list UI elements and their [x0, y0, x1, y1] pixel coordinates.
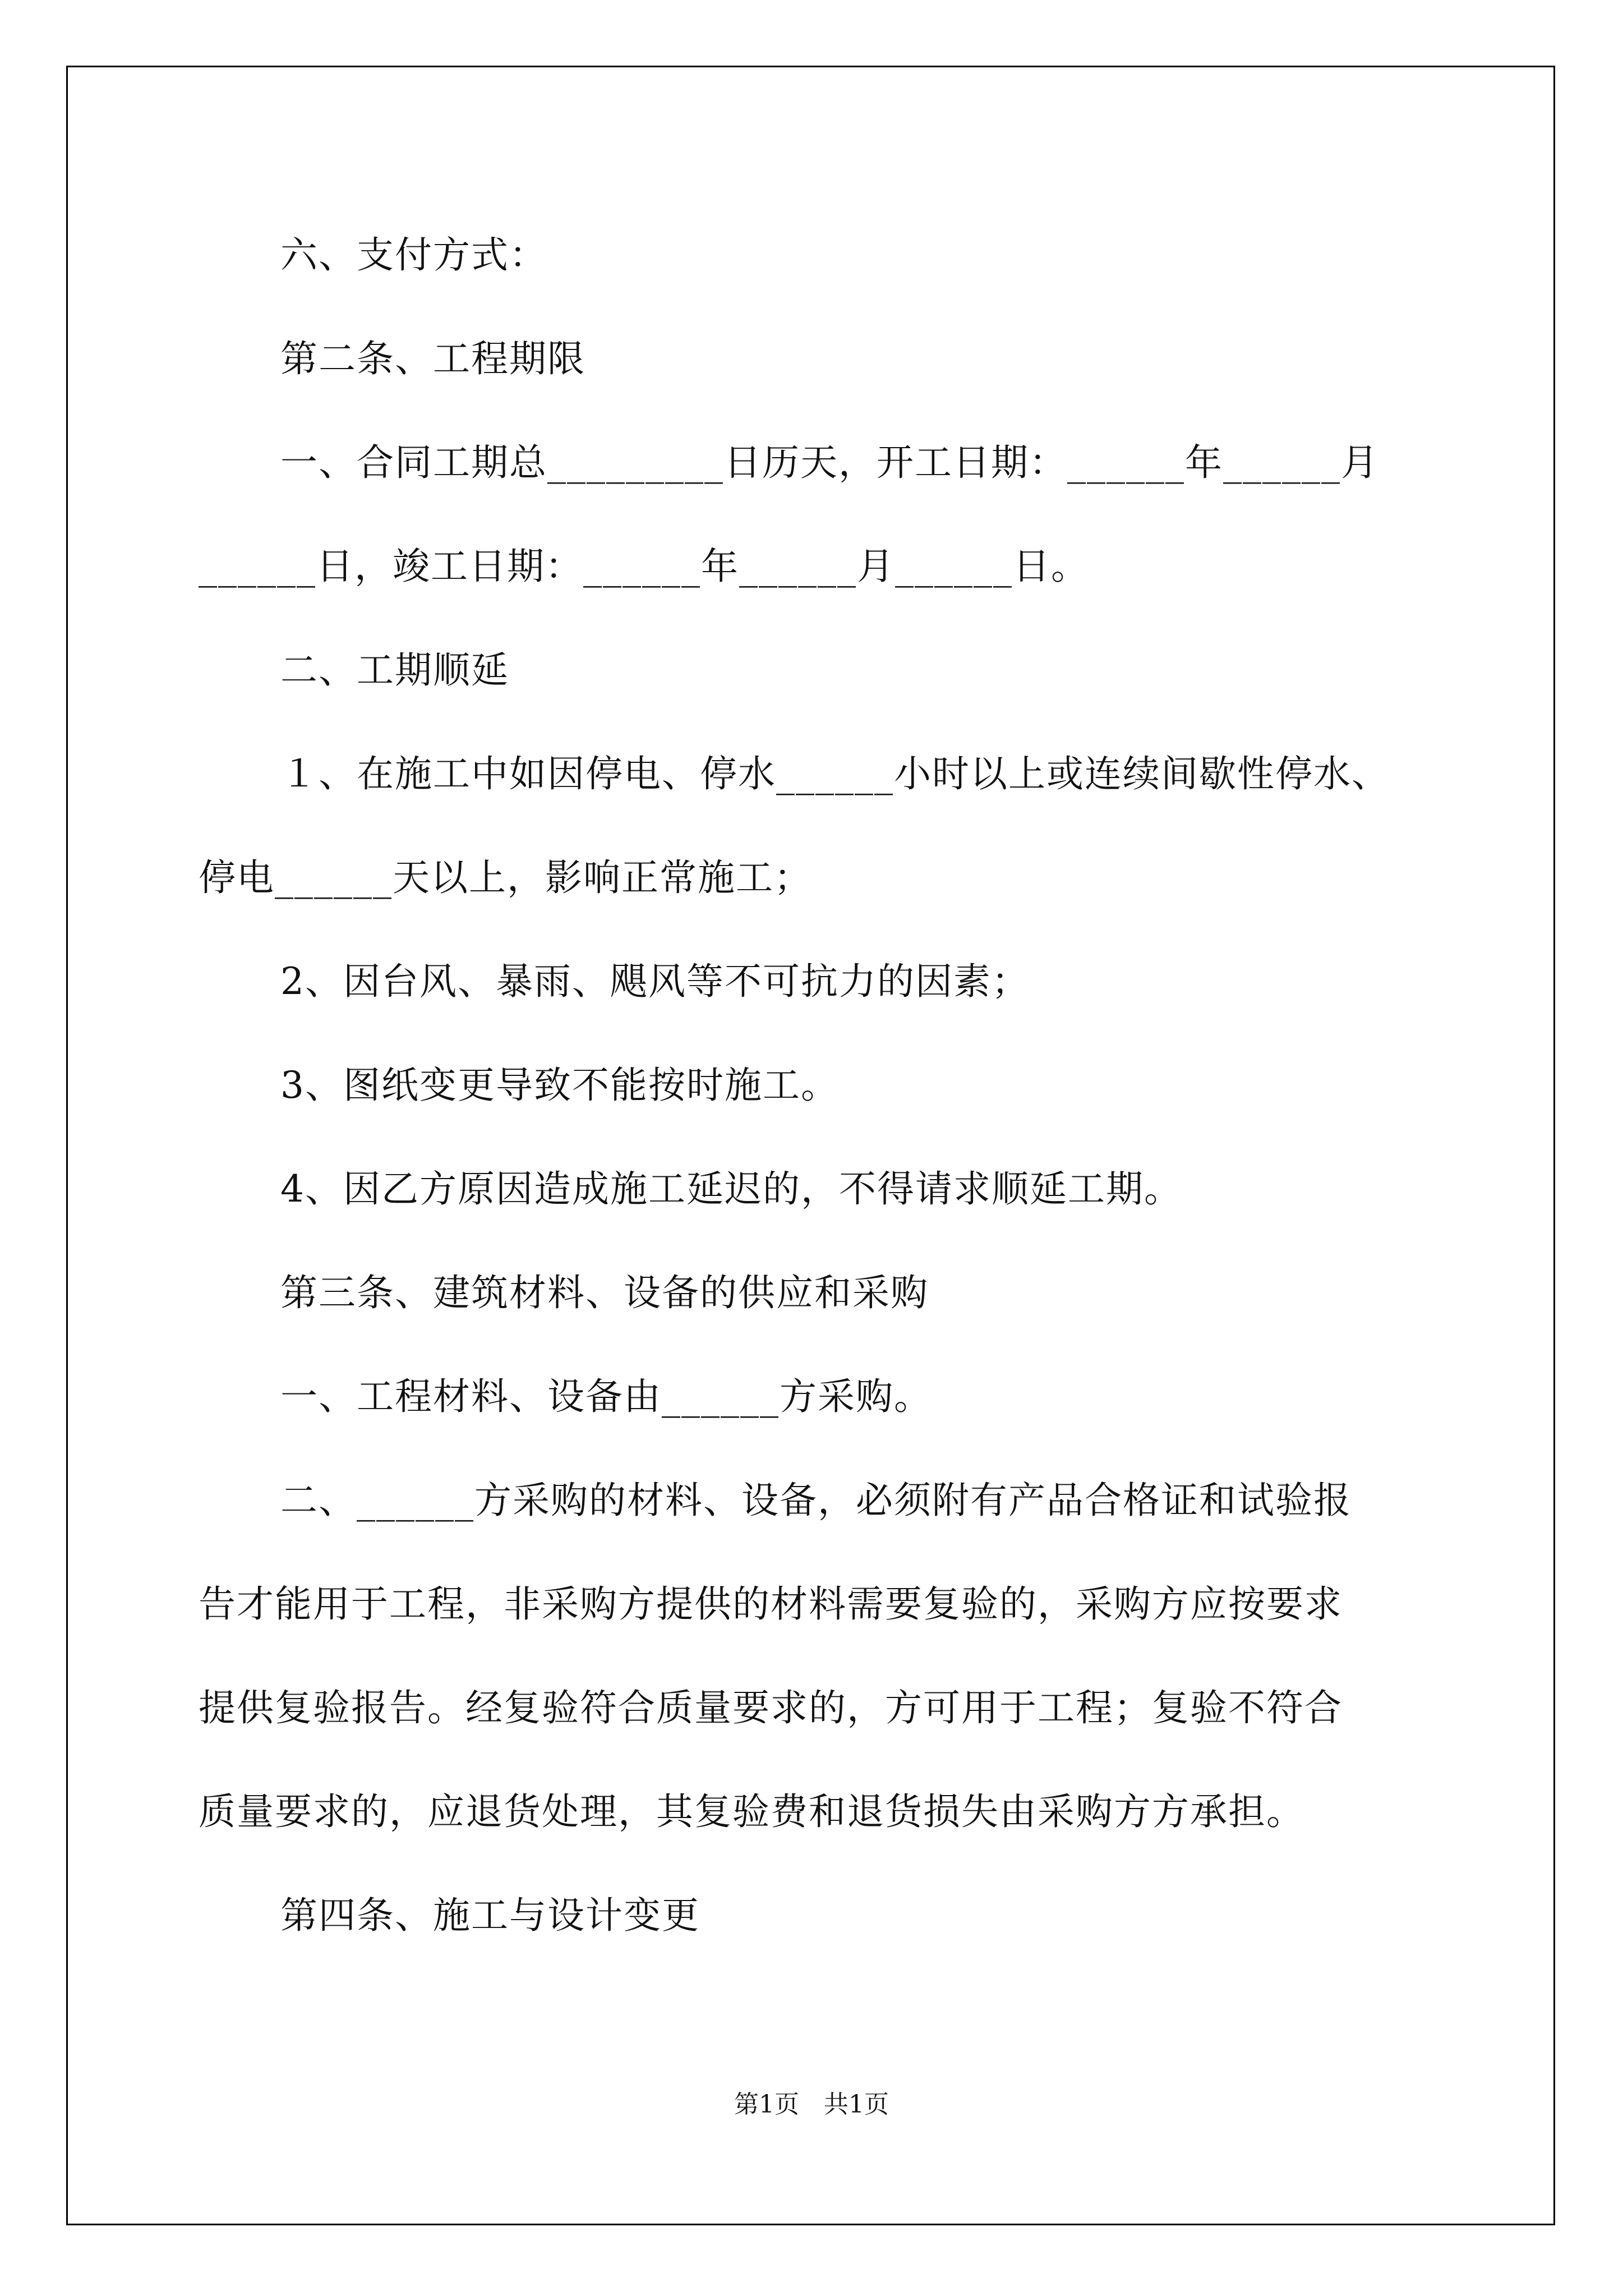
paragraph-line: １、在施工中如因停电、停水______小时以上或连续间歇性停水、 [280, 752, 1390, 795]
paragraph-line: 提供复验报告。经复验符合质量要求的，方可用于工程；复验不符合 [199, 1686, 1343, 1729]
article-3-heading: 第三条、建筑材料、设备的供应和采购 [280, 1271, 929, 1314]
paragraph-line: 停电______天以上，影响正常施工； [199, 856, 812, 899]
paragraph-line: 一、合同工期总_________日历天，开工日期：______年______月 [280, 441, 1379, 484]
page-number-footer: 第1页 共1页 [734, 2090, 889, 2119]
list-item: 3、图纸变更导致不能按时施工。 [280, 1064, 839, 1107]
section-payment-method: 六、支付方式： [280, 233, 547, 277]
article-2-heading: 第二条、工程期限 [280, 337, 585, 380]
paragraph-line: 一、工程材料、设备由______方采购。 [280, 1375, 932, 1418]
paragraph-line: 质量要求的，应退货处理，其复验费和退货损失由采购方方承担。 [199, 1790, 1304, 1833]
list-item: 2、因台风、暴雨、飓风等不可抗力的因素； [280, 960, 1030, 1003]
article-4-heading: 第四条、施工与设计变更 [280, 1894, 700, 1937]
section-heading: 二、工期顺延 [280, 648, 509, 692]
paragraph-line: 二、______方采购的材料、设备，必须附有产品合格证和试验报 [280, 1479, 1352, 1522]
paragraph-line: ______日，竣工日期：______年______月______日。 [199, 545, 1089, 588]
paragraph-line: 告才能用于工程，非采购方提供的材料需要复验的，采购方应按要求 [199, 1582, 1343, 1626]
list-item: 4、因乙方原因造成施工延迟的，不得请求顺延工期。 [280, 1167, 1182, 1211]
